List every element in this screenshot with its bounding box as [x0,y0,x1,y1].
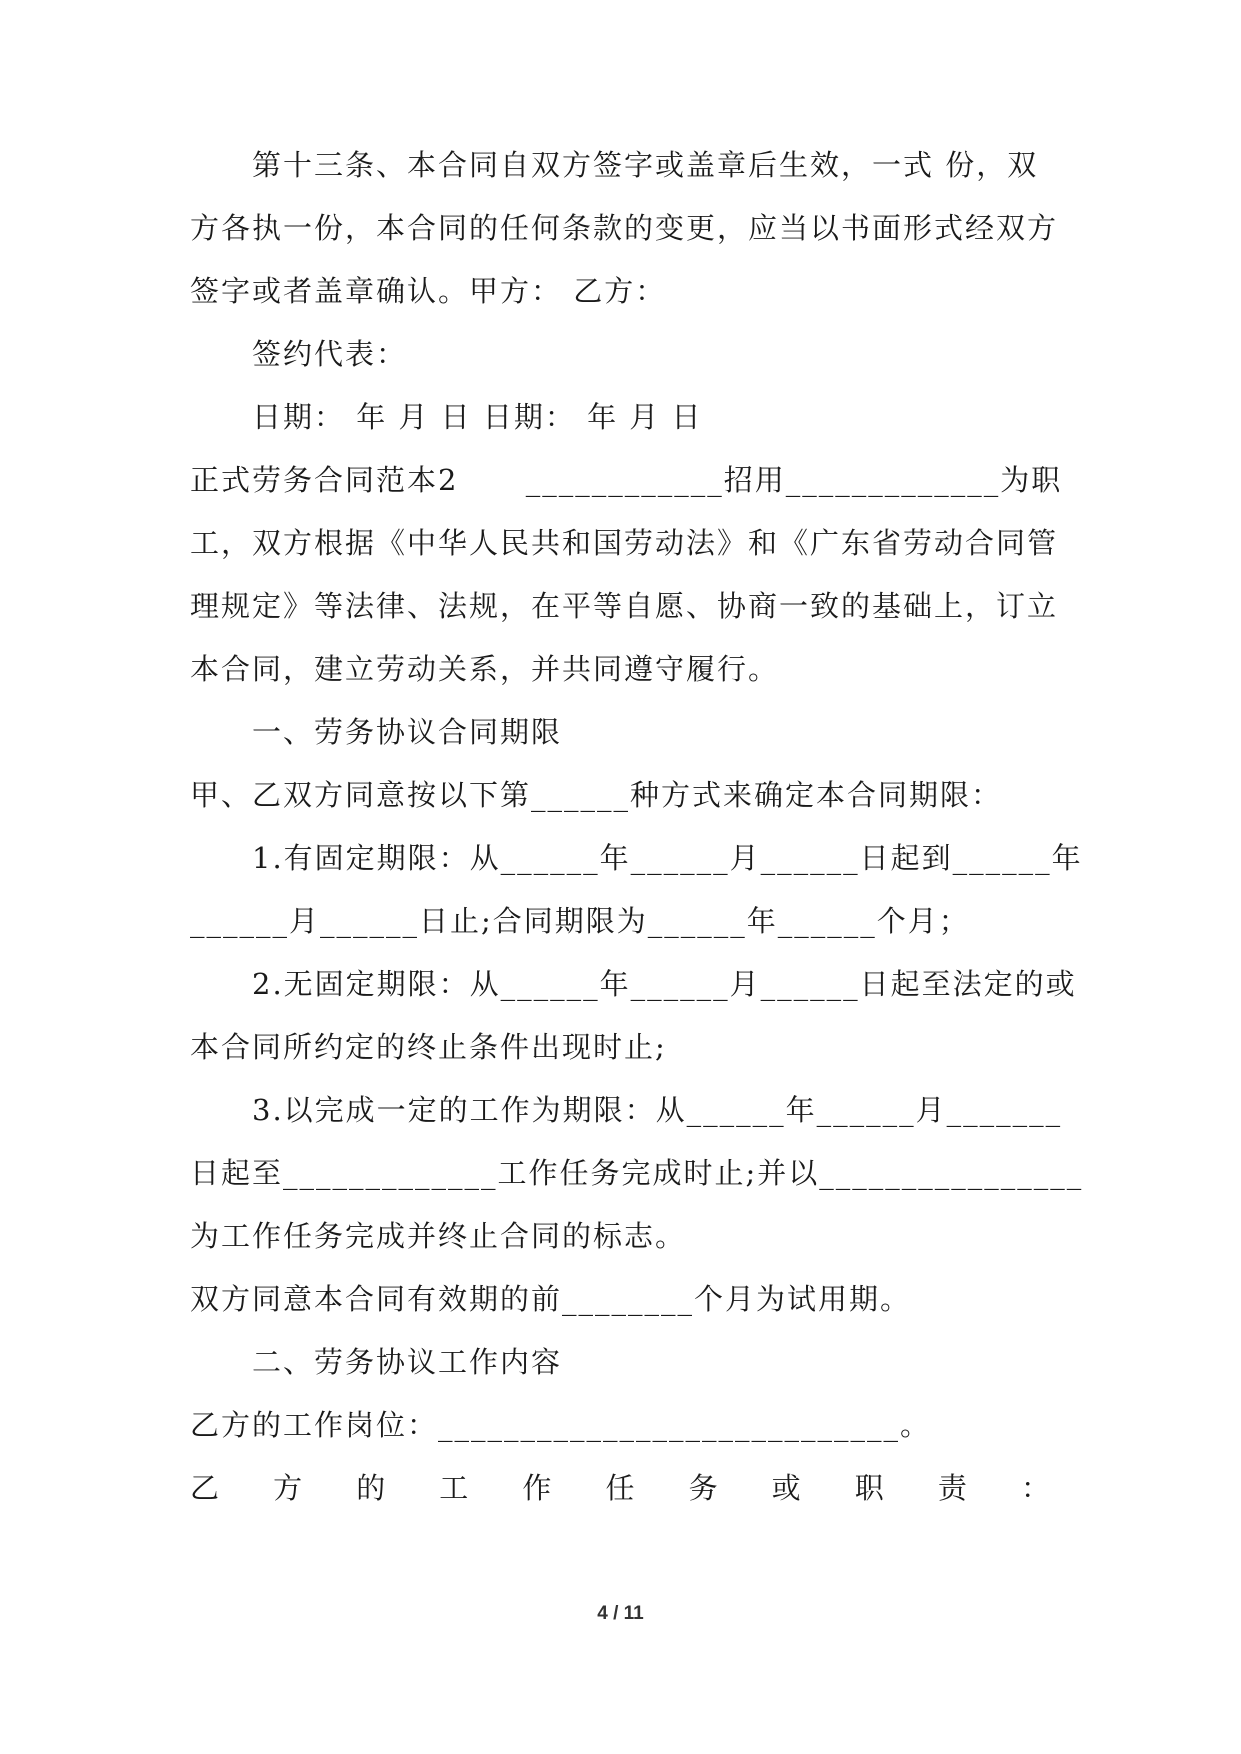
paragraph-line: 方各执一份，本合同的任何条款的变更，应当以书面形式经双方 [190,211,1059,245]
char: ： [1020,1471,1050,1505]
char: 乙 [190,1471,220,1505]
paragraph-line: 正式劳务合同范本2 ____________招用_____________为职 [190,463,1063,497]
paragraph-line: 签字或者盖章确认。甲方： 乙方： [190,274,667,308]
paragraph-line: 为工作任务完成并终止合同的标志。 [190,1219,687,1253]
paragraph-line: 双方同意本合同有效期的前________个月为试用期。 [190,1282,912,1316]
char: 的 [356,1471,386,1505]
char: 工 [439,1471,469,1505]
char: 职 [854,1471,884,1505]
paragraph-line: 乙方的工作岗位：____________________________。 [190,1408,932,1442]
paragraph-line: 1.有固定期限：从______年______月______日起到______年 [252,841,1083,875]
char: 任 [605,1471,635,1505]
page-number: 4 / 11 [597,1603,644,1624]
char: 或 [771,1471,801,1505]
paragraph-line: 日起至_____________工作任务完成时止;并以________________ [190,1156,1084,1190]
paragraph-line: 日期： 年 月 日 日期： 年 月 日 [252,400,703,434]
paragraph-line: 甲、乙双方同意按以下第______种方式来确定本合同期限： [190,778,1003,812]
paragraph-line: 3.以完成一定的工作为期限：从______年______月_______ [252,1093,1063,1127]
char: 方 [273,1471,303,1505]
paragraph-line: 工，双方根据《中华人民共和国劳动法》和《广东省劳动合同管 [190,526,1059,560]
char: 责 [937,1471,967,1505]
paragraph-line: 2.无固定期限：从______年______月______日起至法定的或 [252,967,1077,1001]
paragraph-line: 本合同，建立劳动关系，并共同遵守履行。 [190,652,780,686]
paragraph-line: ______月______日止;合同期限为______年______个月； [190,904,970,938]
paragraph-line: 理规定》等法律、法规，在平等自愿、协商一致的基础上，订立 [190,589,1059,623]
section-heading: 二、劳务协议工作内容 [252,1345,563,1379]
paragraph-line: 第十三条、本合同自双方签字或盖章后生效，一式 份，双 [252,148,1039,182]
section-heading: 一、劳务协议合同期限 [252,715,563,749]
paragraph-line: 本合同所约定的终止条件出现时止; [190,1030,667,1064]
char: 作 [522,1471,552,1505]
paragraph-line: 签约代表： [252,337,408,371]
char: 务 [688,1471,718,1505]
justified-line [190,1468,1050,1508]
